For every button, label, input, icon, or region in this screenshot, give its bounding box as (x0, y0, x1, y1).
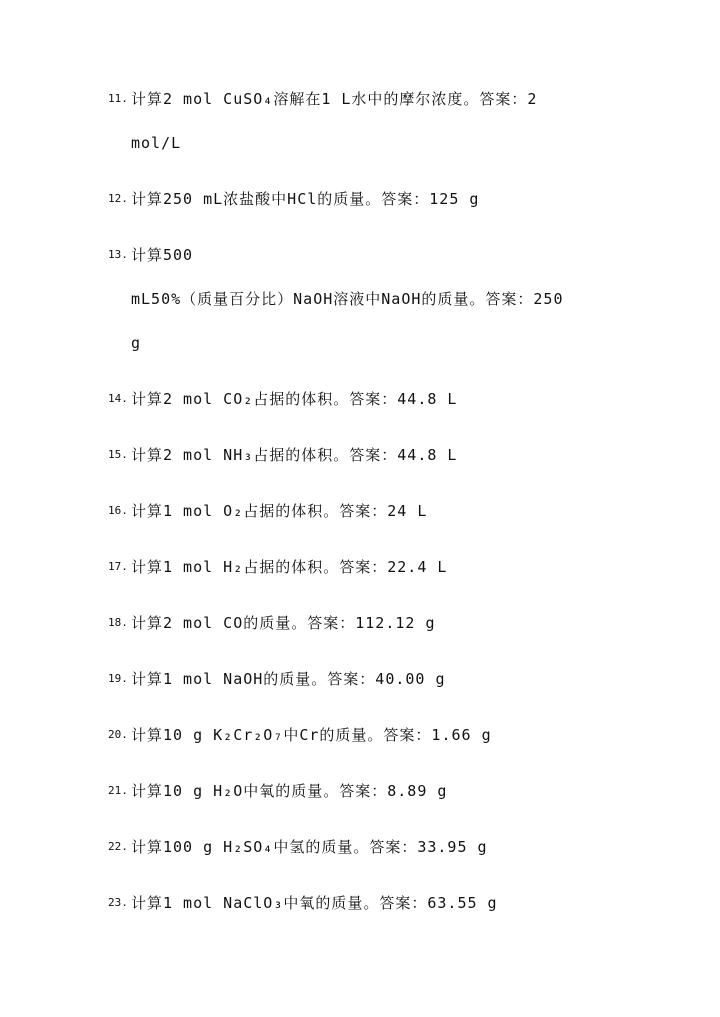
question-number: 12. (108, 192, 128, 205)
question-number: 15. (108, 448, 128, 461)
question-text-continued: mL50%（质量百分比）NaOH溶液中NaOH的质量。答案：250 (131, 290, 564, 308)
question-text-continued: mol/L (131, 134, 182, 152)
question-text: 计算10 g K₂Cr₂O₇中Cr的质量。答案：1.66 g (131, 726, 492, 744)
question-text: 计算1 mol NaOH的质量。答案：40.00 g (131, 670, 446, 688)
question-text: 计算1 mol O₂占据的体积。答案：24 L (131, 502, 428, 520)
question-number: 16. (108, 504, 128, 517)
question-number: 22. (108, 840, 128, 853)
question-number: 11. (108, 92, 128, 105)
question-text: 计算2 mol CuSO₄溶解在1 L水中的摩尔浓度。答案：2 (131, 90, 538, 108)
question-number: 21. (108, 784, 128, 797)
question-text: 计算100 g H₂SO₄中氢的质量。答案：33.95 g (131, 838, 488, 856)
question-number: 19. (108, 672, 128, 685)
question-text: 计算500 (131, 246, 194, 264)
question-text: 计算250 mL浓盐酸中HCl的质量。答案：125 g (131, 190, 480, 208)
question-text: 计算2 mol CO的质量。答案：112.12 g (131, 614, 436, 632)
question-text-continued: g (131, 334, 142, 352)
question-number: 17. (108, 560, 128, 573)
question-number: 13. (108, 248, 128, 261)
question-number: 14. (108, 392, 128, 405)
question-text: 计算2 mol CO₂占据的体积。答案：44.8 L (131, 390, 458, 408)
question-number: 20. (108, 728, 128, 741)
question-text: 计算1 mol NaClO₃中氧的质量。答案：63.55 g (131, 894, 498, 912)
question-number: 23. (108, 896, 128, 909)
question-text: 计算1 mol H₂占据的体积。答案：22.4 L (131, 558, 448, 576)
question-text: 计算2 mol NH₃占据的体积。答案：44.8 L (131, 446, 458, 464)
question-number: 18. (108, 616, 128, 629)
question-text: 计算10 g H₂O中氧的质量。答案：8.89 g (131, 782, 448, 800)
